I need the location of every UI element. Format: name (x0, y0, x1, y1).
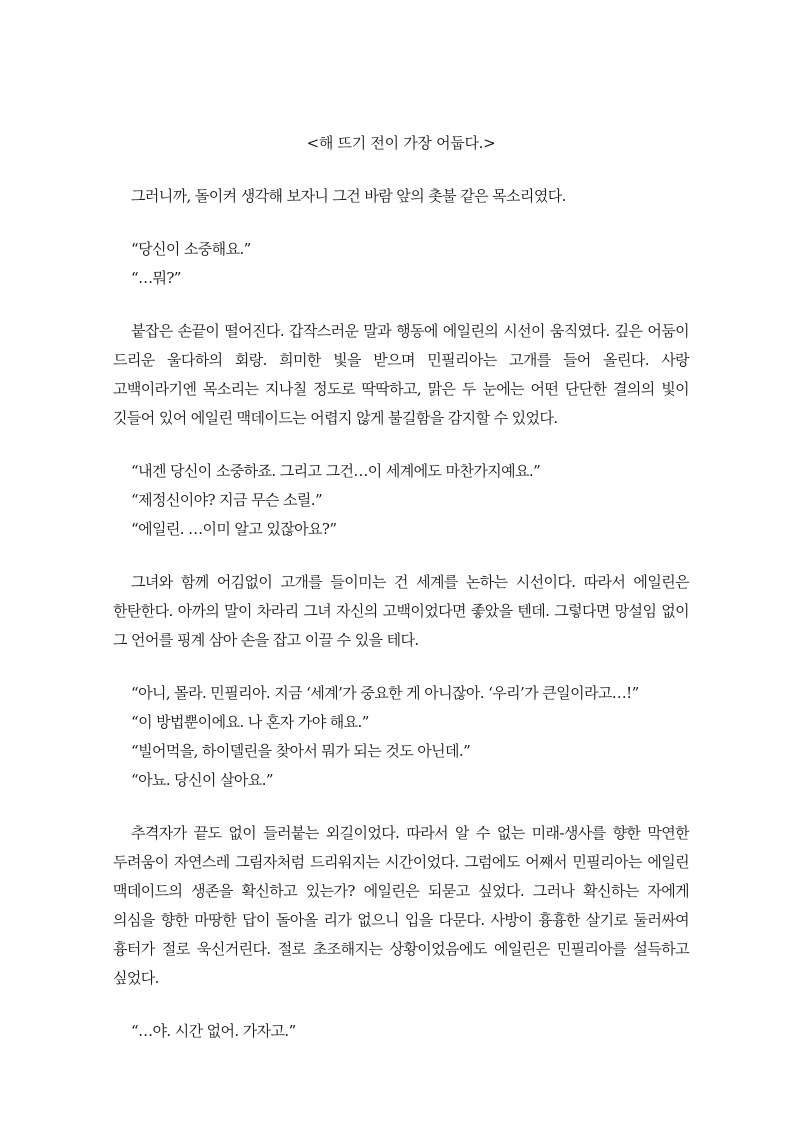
dialogue-line: “아니, 몰라. 민필리아. 지금 ‘세계’가 중요한 게 아니잖아. ‘우리’가 큰일이라고…!” (131, 684, 639, 702)
paragraph-4: 추격자가 끝도 없이 들러붙는 외길이었다. 따라서 알 수 없는 미래-생사를 향한 막연한 두려움이 자연스레 그림자처럼 드리워지는 시간이었다. 그럼에도 어째서 민필리아는 에일린 맥데이드의 생존을 확신하고 있는가? 에일린은 되묻고 싶었다. 그러나 확신하는 자에게 의심을 향한 마땅한 답이 돌아올 리가 없으니 입을 다문다. 사방이 흉흉한 살기로 둘러싸여 흉터가 절로 욱신거린다. 절로 초조해지는 상황이었음에도 에일린은 민필리아를 설득하고 싶었다. (113, 824, 689, 987)
dialogue-line: “…뭐?” (131, 269, 181, 287)
dialogue-block-4 (113, 1017, 689, 1046)
paragraph-gap (113, 795, 689, 819)
document-title: <해 뜨기 전이 가장 어둡다.> (306, 134, 496, 152)
dialogue-line: “빌어먹을, 하이델린을 찾아서 뭐가 되는 것도 아닌데.” (131, 742, 471, 760)
paragraph-gap (113, 993, 689, 1017)
dialogue-line: “…야. 시간 없어. 가자고.” (131, 1022, 296, 1040)
paragraph-gap (113, 544, 689, 568)
dialogue-line: “이 방법뿐이에요. 나 혼자 가야 해요.” (131, 713, 369, 731)
paragraph-gap (113, 433, 689, 457)
paragraph-gap (113, 211, 689, 235)
document-page (113, 128, 689, 1046)
paragraph-1: 그러니까, 돌이켜 생각해 보자니 그건 바람 앞의 촛불 같은 목소리였다. (131, 187, 566, 205)
paragraph-gap (113, 293, 689, 317)
dialogue-line: “에일린. …이미 알고 있잖아요?” (131, 520, 337, 538)
paragraph-2: 붙잡은 손끝이 떨어진다. 갑작스러운 말과 행동에 에일린의 시선이 움직였다. 깊은 어둠이 드리운 울다하의 회랑. 희미한 빛을 받으며 민필리아는 고개를 들어 올린다. 사랑 고백이라기엔 목소리는 지나칠 정도로 딱딱하고, 맑은 두 눈에는 어떤 단단한 결의의 빛이 깃들어 있어 에일린 맥데이드는 어렵지 않게 불길함을 감지할 수 있었다. (113, 322, 689, 427)
dialogue-block-1 (113, 235, 689, 293)
dialogue-block-2 (113, 457, 689, 544)
dialogue-line: “당신이 소중해요.” (131, 240, 251, 258)
dialogue-block-3 (113, 679, 689, 795)
dialogue-line: “내겐 당신이 소중하죠. 그리고 그건…이 세계에도 마찬가지예요.” (131, 462, 541, 480)
paragraph-gap (113, 655, 689, 679)
paragraph-3: 그녀와 함께 어김없이 고개를 들이미는 건 세계를 논하는 시선이다. 따라서 에일린은 한탄한다. 아까의 말이 차라리 그녀 자신의 고백이었다면 좋았을 텐데. 그렇다면 망설임 없이 그 언어를 핑계 삼아 손을 잡고 이끌 수 있을 테다. (113, 573, 689, 649)
dialogue-line: “아뇨. 당신이 살아요.” (131, 771, 273, 789)
dialogue-line: “제정신이야? 지금 무슨 소릴.” (131, 491, 323, 509)
